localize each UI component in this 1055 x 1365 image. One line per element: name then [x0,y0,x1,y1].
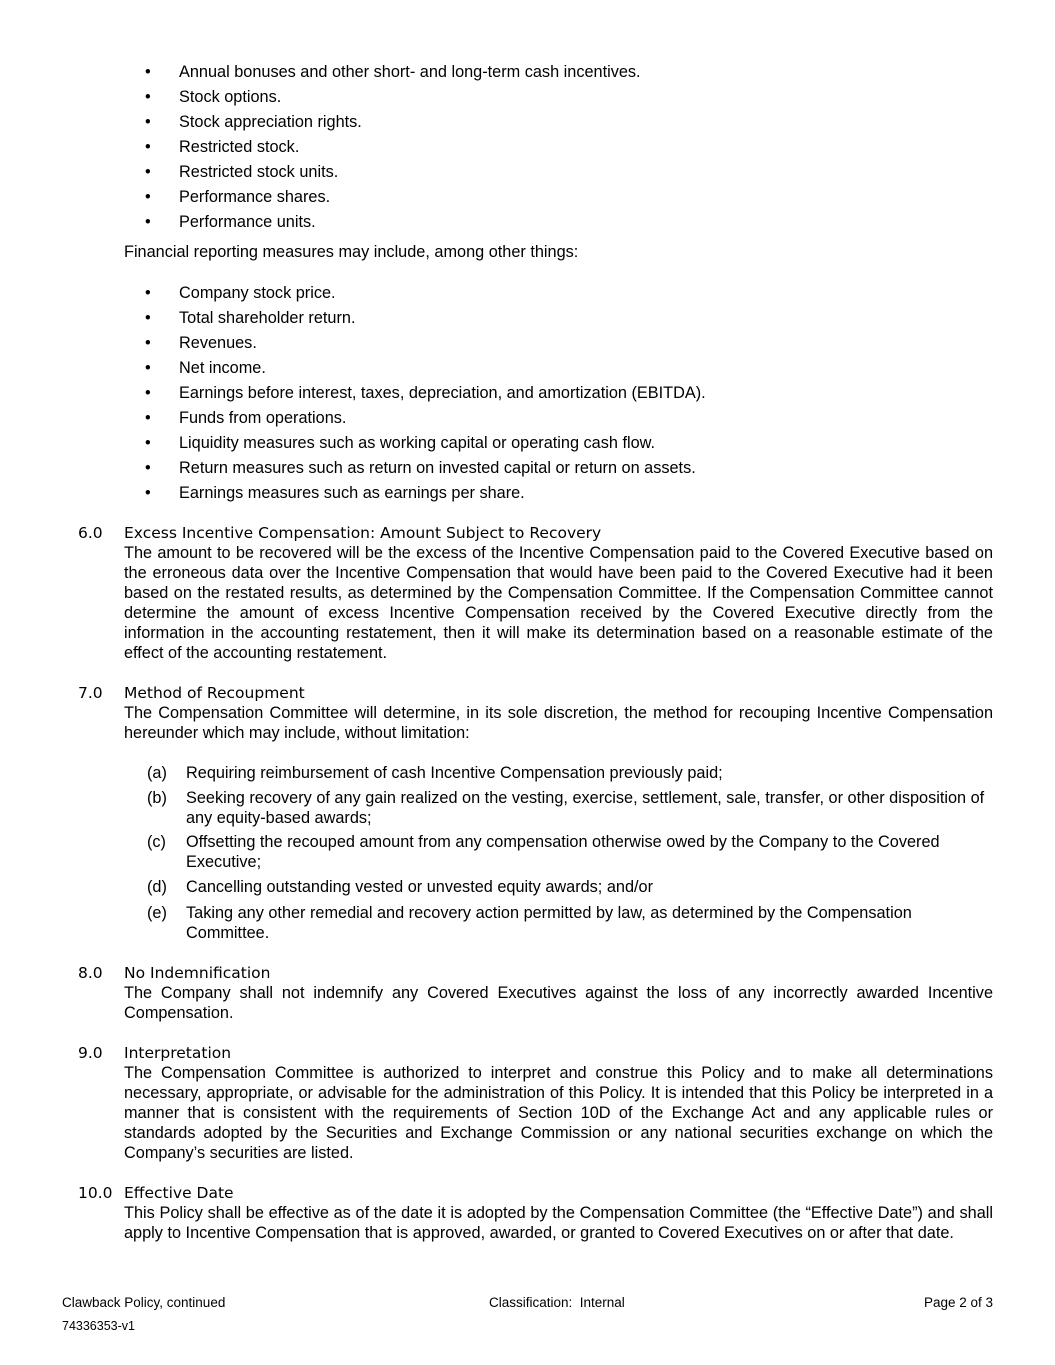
item-text: Requiring reimbursement of cash Incentive Compensation previously paid; [186,764,723,782]
compensation-type-list [0,60,1055,235]
bullet-icon: • [145,188,151,206]
bullet-icon: • [145,484,151,502]
list-item [0,60,1055,85]
item-label: (e) [147,904,167,922]
list-item [0,185,1055,210]
section-number: 10.0 [78,1184,113,1202]
item-text: Cancelling outstanding vested or unvested equity awards; and/or [186,878,654,896]
section-title: Excess Incentive Compensation: Amount Subject to Recovery [124,524,602,542]
bullet-icon: • [145,88,151,106]
section-body: This Policy shall be effective as of the date it is adopted by the Compensation Committee (the “Effective Date”) and shall apply to Incentive Compensation that is approved, awarded, or granted to Covered Executives on or after that date. [124,1204,993,1242]
measures-intro: Financial reporting measures may include, among other things: [124,243,579,261]
section-title: Effective Date [124,1184,234,1202]
footer-document-title: Clawback Policy, continued [62,1295,226,1310]
list-item [0,456,1055,481]
financial-measures-list [0,281,1055,506]
list-item-text: Restricted stock. [179,138,300,156]
section-number: 7.0 [78,684,103,702]
list-item-text: Annual bonuses and other short- and long-term cash incentives. [179,63,641,81]
list-item [0,135,1055,160]
bullet-icon: • [145,434,151,452]
list-item-text: Performance shares. [179,188,331,206]
list-item [0,481,1055,506]
section-number: 8.0 [78,964,103,982]
bullet-icon: • [145,459,151,477]
list-item-text: Stock appreciation rights. [179,113,362,131]
bullet-icon: • [145,284,151,302]
list-item-text: Funds from operations. [179,409,347,427]
footer-page-number: Page 2 of 3 [923,1295,993,1310]
section-body: The Compensation Committee will determine, in its sole discretion, the method for recouping Incentive Compensation hereunder which may include, without limitation: [124,704,993,742]
bullet-icon: • [145,138,151,156]
list-item [0,210,1055,235]
list-item-text: Company stock price. [179,284,336,302]
section-body: The amount to be recovered will be the excess of the Incentive Compensation paid to the Covered Executive based on the erroneous data over the Incentive Compensation that would have been paid to the Covered Executive had it been based on the restated results, as determined by the Compensation Committee. If the Compensation Committee cannot determine the amount of excess Incentive Compensation received by the Covered Executive directly from the information in the accounting restatement, then it will make its determination based on a reasonable estimate of the effect of the accounting restatement. [124,544,993,662]
list-item-text: Stock options. [179,88,282,106]
item-label: (c) [147,833,166,851]
list-item-text: Restricted stock units. [179,163,339,181]
item-text: Taking any other remedial and recovery action permitted by law, as determined by the Compensation Committee. [186,904,912,942]
list-item [0,431,1055,456]
bullet-icon: • [145,359,151,377]
bullet-icon: • [145,163,151,181]
list-item-text: Revenues. [179,334,257,352]
item-text: Offsetting the recouped amount from any compensation otherwise owed by the Company to the Covered Executive; [186,833,940,871]
item-label: (a) [147,764,167,782]
section-title: Interpretation [124,1044,232,1062]
section-body: The Compensation Committee is authorized to interpret and construe this Policy and to make all determinations necessary, appropriate, or advisable for the administration of this Policy. It is intended that this Policy be interpreted in a manner that is consistent with the requirements of Section 10D of the Exchange Act and any applicable rules or standards adopted by the Securities and Exchange Commission or any national securities exchange on which the Company’s securities are listed. [124,1064,993,1162]
bullet-icon: • [145,309,151,327]
section-title: Method of Recoupment [124,684,305,702]
list-item [0,356,1055,381]
list-item [0,406,1055,431]
section-number: 6.0 [78,524,103,542]
bullet-icon: • [145,384,151,402]
footer-document-id: 74336353-v1 [62,1319,135,1333]
list-item-text: Earnings measures such as earnings per share. [179,484,525,502]
bullet-icon: • [145,409,151,427]
bullet-icon: • [145,213,151,231]
bullet-icon: • [145,334,151,352]
footer-classification: Classification: Internal [489,1295,625,1310]
list-item [0,306,1055,331]
section-title: No Indemnification [124,964,271,982]
item-label: (b) [147,789,167,807]
list-item [0,331,1055,356]
item-label: (d) [147,878,167,896]
bullet-icon: • [145,63,151,81]
section-number: 9.0 [78,1044,103,1062]
section-body: The Company shall not indemnify any Covered Executives against the loss of any incorrectly awarded Incentive Compensation. [124,984,993,1022]
list-item-text: Liquidity measures such as working capital or operating cash flow. [179,434,656,452]
list-item-text: Performance units. [179,213,316,231]
list-item [0,281,1055,306]
list-item-text: Return measures such as return on invested capital or return on assets. [179,459,696,477]
bullet-icon: • [145,113,151,131]
list-item-text: Net income. [179,359,266,377]
list-item [0,160,1055,185]
list-item [0,85,1055,110]
item-text: Seeking recovery of any gain realized on the vesting, exercise, settlement, sale, transfer, or other disposition of any equity-based awards; [186,789,985,827]
list-item [0,110,1055,135]
list-item-text: Earnings before interest, taxes, depreciation, and amortization (EBITDA). [179,384,706,402]
list-item-text: Total shareholder return. [179,309,356,327]
list-item [0,381,1055,406]
